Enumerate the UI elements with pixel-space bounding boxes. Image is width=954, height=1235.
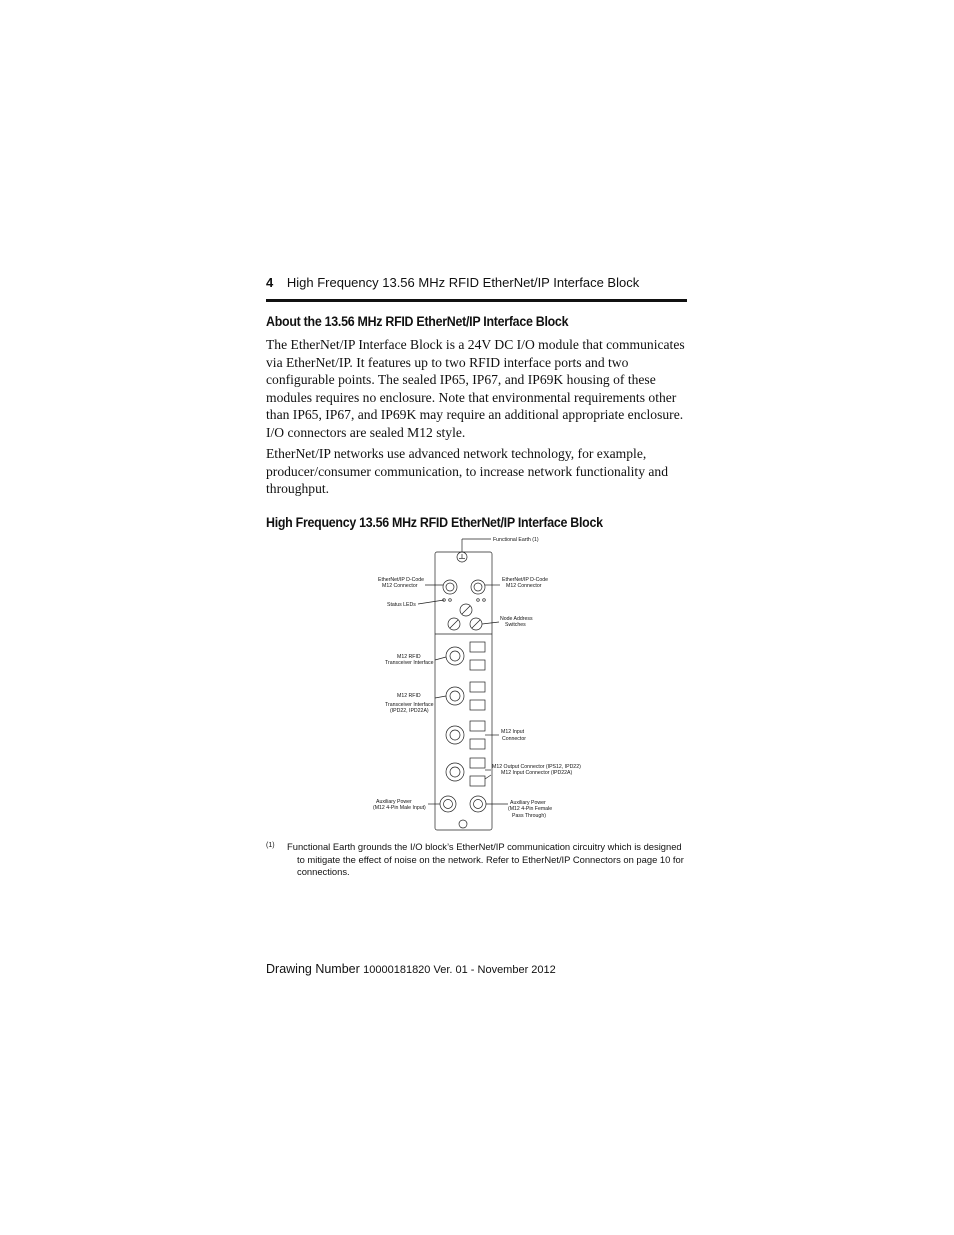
svg-text:M12 Connector: M12 Connector bbox=[506, 583, 542, 589]
svg-text:Switches: Switches bbox=[505, 622, 526, 628]
section-heading: About the 13.56 MHz RFID EtherNet/IP Interface Block bbox=[266, 314, 569, 329]
input-connector-icon bbox=[446, 726, 464, 744]
footnote-text: Functional Earth grounds the I/O block’s EtherNet/IP communication circuitry which is designed to mitigate the effect of noise on the network. Refer to EtherNet/IP Connectors on page 10 for connections. bbox=[287, 841, 684, 877]
svg-text:(IPD22, IPD22A): (IPD22, IPD22A) bbox=[390, 708, 429, 714]
footnote-marker: (1) bbox=[266, 842, 275, 849]
label-aux-power-pass: Auxiliary Power bbox=[510, 800, 546, 806]
svg-text:Pass Through): Pass Through) bbox=[512, 813, 546, 819]
ethernet-port-1-icon bbox=[443, 580, 457, 594]
output-connector-icon bbox=[446, 763, 464, 781]
indicator-window bbox=[470, 660, 485, 670]
network-paragraph: EtherNet/IP networks use advanced network technology, for example, producer/consumer communication, to increase network functionality and throughput. bbox=[266, 446, 669, 496]
mounting-hole-icon bbox=[459, 820, 467, 828]
drawing-number-value: 10000181820 Ver. 01 - November 2012 bbox=[363, 964, 556, 976]
indicator-window bbox=[470, 721, 485, 731]
svg-text:Transceiver Interface: Transceiver Interface bbox=[385, 660, 434, 666]
label-node-address: Node Address bbox=[500, 616, 533, 622]
footnote bbox=[266, 841, 686, 879]
svg-text:Connector: Connector bbox=[502, 736, 526, 742]
indicator-window bbox=[470, 682, 485, 692]
figure-heading: High Frequency 13.56 MHz RFID EtherNet/IP Interface Block bbox=[266, 515, 603, 530]
indicator-window bbox=[470, 776, 485, 786]
label-status-leds: Status LEDs bbox=[387, 602, 416, 608]
running-title: High Frequency 13.56 MHz RFID EtherNet/IP Interface Block bbox=[286, 275, 640, 290]
ethernet-port-2-icon bbox=[471, 580, 485, 594]
drawing-number bbox=[266, 962, 556, 976]
label-output-connector: M12 Output Connector (IPS12, IPD22) bbox=[492, 764, 581, 770]
intro-paragraph: The EtherNet/IP Interface Block is a 24V DC I/O module that communicates via EtherNet/IP. It features up to two RFID interface ports and two configurable points. The sealed IP65, IP67, and IP69K housing of these modules requires no enclosure. Note that environmental requirements other than IP65, IP67, and IP69K may require an additional appropriate enclosure. I/O connectors are sealed M12 style. bbox=[266, 337, 685, 440]
indicator-window bbox=[470, 758, 485, 768]
svg-text:Transceiver Interface: Transceiver Interface bbox=[385, 702, 434, 708]
indicator-window bbox=[470, 642, 485, 652]
svg-text:(M12 4-Pin Male Input): (M12 4-Pin Male Input) bbox=[373, 805, 426, 811]
svg-text:(M12 4-Pin Female: (M12 4-Pin Female bbox=[508, 806, 553, 812]
label-input-connector: M12 Input bbox=[501, 729, 525, 735]
header-rule bbox=[266, 299, 687, 302]
page-number: 4 bbox=[266, 275, 274, 290]
label-enet-left: EtherNet/IP D-Code bbox=[378, 577, 425, 583]
page-header bbox=[266, 275, 687, 290]
svg-text:M12 Input Connector (IPD22A): M12 Input Connector (IPD22A) bbox=[501, 770, 573, 776]
label-enet-right: EtherNet/IP D-Code bbox=[502, 577, 549, 583]
aux-power-passthrough-icon bbox=[470, 796, 486, 812]
label-rfid-2: M12 RFID bbox=[397, 693, 421, 699]
rfid-port-1-icon bbox=[446, 647, 464, 665]
aux-power-input-icon bbox=[440, 796, 456, 812]
svg-text:M12 Connector: M12 Connector bbox=[382, 583, 418, 589]
indicator-window bbox=[470, 700, 485, 710]
drawing-number-label: Drawing Number bbox=[266, 962, 360, 976]
module-drawing bbox=[360, 530, 600, 835]
interface-block-diagram bbox=[360, 530, 600, 835]
indicator-window bbox=[470, 739, 485, 749]
label-functional-earth: Functional Earth (1) bbox=[493, 537, 539, 543]
label-rfid-1: M12 RFID bbox=[397, 654, 421, 660]
module-housing bbox=[435, 552, 492, 830]
label-aux-power-in: Auxiliary Power bbox=[376, 799, 412, 805]
rfid-port-2-icon bbox=[446, 687, 464, 705]
